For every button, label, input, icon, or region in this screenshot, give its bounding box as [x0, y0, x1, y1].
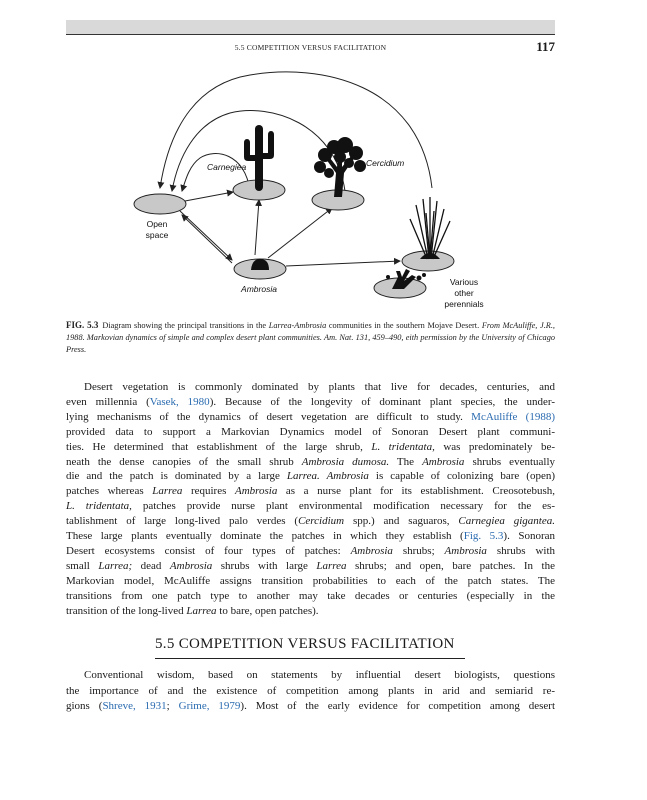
- label-perennials: perennials: [444, 299, 484, 309]
- arrow-ambrosia-to-various: [286, 261, 400, 266]
- caption-italic-1: Larrea-Ambrosia: [268, 321, 327, 330]
- arrow-ambrosia-to-carnegiea: [255, 200, 259, 255]
- body-line: Markovian model, McAuliffe assigns transition probabilities to each of the patch states. The: [66, 574, 555, 587]
- caption-number: FIG. 5.3: [66, 320, 99, 330]
- arrow-open-to-carnegiea: [185, 192, 233, 201]
- body-line: provided data to support a Markovian Dynamics model of Sonoran Desert plant communi-: [66, 425, 555, 438]
- italic-term: Cercidium: [298, 515, 345, 528]
- transition-diagram: [120, 63, 484, 309]
- citation-link[interactable]: Shreve, 1931: [102, 700, 167, 712]
- arrow-open-to-ambrosia: [180, 211, 232, 260]
- body2-line: Conventional wisdom, based on statements by influential desert biologists, questions: [84, 669, 555, 681]
- italic-term: Ambrosia: [169, 559, 213, 572]
- italic-term: Ambrosia: [234, 485, 278, 498]
- header-bar: [66, 20, 555, 34]
- section-heading-text: 5.5 COMPETITION VERSUS FACILITATION: [155, 636, 455, 652]
- body-line: Desert ecosystems consist of four types of patches: Ambrosia shrubs; Ambrosia shrubs with: [66, 544, 556, 557]
- body-line: lying mechanisms of the dynamics of desert vegetation are difficult to study. McAuliffe (1988): [66, 410, 555, 423]
- label-other: other: [454, 288, 474, 298]
- italic-term: Ambrosia: [422, 455, 465, 468]
- citation-link[interactable]: Vasek, 1980: [149, 395, 210, 408]
- citation-link[interactable]: McAuliffe (1988): [471, 410, 555, 423]
- italic-term: L. tridentata,: [66, 500, 132, 513]
- label-space: space: [145, 230, 169, 240]
- label-carnegiea: Carnegiea: [207, 162, 247, 172]
- label-cercidium: Cercidium: [366, 158, 405, 168]
- italic-term: Ambrosia: [444, 544, 487, 557]
- perennial-grass-icon: [410, 197, 450, 259]
- caption-citation: From McAuliffe, J.R., 1988. Markovian dynamics of simple and complex desert plant communities. Am. Nat. 131, 459–490, eith permission by the University of Chicago Press.: [66, 321, 555, 354]
- italic-term: Larrea: [152, 485, 183, 498]
- italic-term: Larrea: [316, 559, 347, 572]
- caption-text-2: communities in the southern Mojave Desert.: [326, 321, 482, 330]
- italic-term: Larrea: [186, 604, 217, 617]
- body-line: die and the patch is dominated by a large Larrea. Ambrosia is capable of colonizing bare (open): [66, 470, 555, 483]
- body-line: Desert vegetation is commonly dominated by plants that live for decades, centuries, and: [84, 381, 555, 393]
- running-title: 5.5 COMPETITION VERSUS FACILITATION: [234, 43, 387, 52]
- arrow-ambrosia-to-cercidium: [268, 208, 332, 258]
- body-line: patches whereas Larrea requires Ambrosia as a nurse plant for its establishment. Creosotebush,: [66, 485, 555, 498]
- italic-term: Larrea;: [98, 559, 133, 572]
- arrow-ambrosia-to-open: [182, 215, 232, 263]
- body-line: tablishment of large long-lived palo verdes (Cercidium spp.) and saguaros, Carnegiea gigantea.: [66, 515, 555, 528]
- body-paragraph: [66, 380, 555, 619]
- italic-term: Larrea. Ambrosia: [286, 470, 369, 483]
- italic-term: L. tridentata,: [371, 440, 435, 453]
- body-line: ties. He determined that establishment of the large shrub, L. tridentata, was predominately be-: [66, 440, 555, 453]
- body-line: L. tridentata, patches provide nurse plant environmental modification necessary for the es-: [66, 500, 555, 513]
- body-paragraph-2: [66, 668, 555, 715]
- running-head: [66, 41, 555, 57]
- body2-line: gions (Shreve, 1931; Grime, 1979). Most of the early evidence for competition among desert: [66, 700, 556, 712]
- patch-open-space: [134, 194, 186, 214]
- caption-text-1: Diagram showing the principal transitions in the: [102, 321, 269, 330]
- page-number: 117: [536, 39, 555, 54]
- label-open: Open: [146, 219, 168, 229]
- body-line: transitions from one patch type to another may take decades or centuries (especially in the: [66, 589, 555, 602]
- label-ambrosia: Ambrosia: [241, 284, 277, 294]
- italic-term: Ambrosia dumosa.: [301, 455, 390, 468]
- label-various: Various: [449, 277, 479, 287]
- body-line: transition of the long-lived Larrea to bare, open patches).: [66, 604, 319, 617]
- figure-caption: [66, 319, 555, 356]
- italic-term: Ambrosia: [350, 544, 393, 557]
- italic-term: Carnegiea gigantea.: [458, 515, 555, 528]
- citation-link[interactable]: Grime, 1979: [178, 700, 241, 712]
- citation-link[interactable]: Fig. 5.3: [463, 530, 504, 543]
- body-line: These large plants eventually dominate the patches in which they establish (Fig. 5.3). Sonoran: [66, 530, 555, 543]
- body2-line: the importance of and the existence of competition among plants in arid and semiarid re-: [66, 684, 555, 697]
- body-line: even millennia (Vasek, 1980). Because of the longevity of dominant plant species, the under-: [66, 395, 555, 408]
- palo-verde-icon: [314, 137, 366, 197]
- body-line: neath the dense canopies of the small shrub Ambrosia dumosa. The Ambrosia shrubs eventually: [66, 455, 555, 468]
- section-heading: [155, 636, 465, 659]
- header-rule: [66, 34, 555, 35]
- body-line: small Larrea; dead Ambrosia shrubs with large Larrea shrubs; and open, bare patches. In the: [66, 559, 555, 572]
